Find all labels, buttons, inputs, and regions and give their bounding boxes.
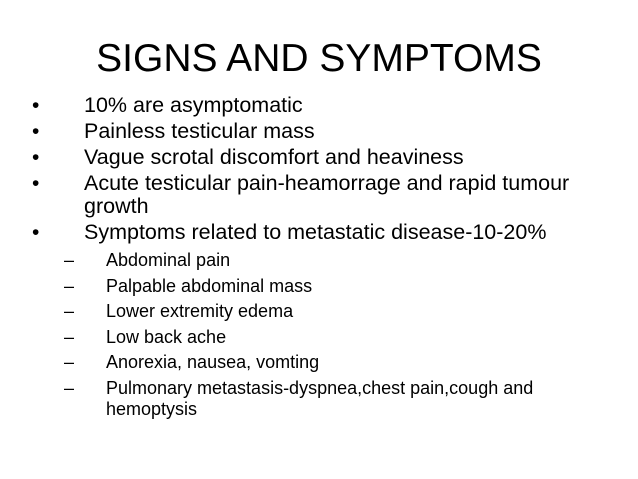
bullet-text: Acute testicular pain-heamorrage and rapid tumour growth <box>84 171 570 218</box>
bullet-dot-icon: • <box>32 172 40 195</box>
sub-bullet-text: Palpable abdominal mass <box>106 275 313 296</box>
bullet-text: Vague scrotal discomfort and heaviness <box>84 145 464 169</box>
sub-bullet-item <box>64 250 602 271</box>
sub-bullet-item <box>64 276 602 297</box>
sub-bullet-item <box>64 378 602 420</box>
slide-title: SIGNS AND SYMPTOMS <box>96 37 542 80</box>
bullet-text: Symptoms related to metastatic disease-10-20% <box>84 220 547 244</box>
sub-bullet-list <box>64 250 602 420</box>
sub-bullet-text: Pulmonary metastasis-dyspnea,chest pain,cough and hemoptysis <box>106 377 534 419</box>
bullet-list <box>32 94 602 424</box>
bullet-item <box>32 221 602 420</box>
dash-icon: – <box>64 250 75 270</box>
dash-icon: – <box>64 326 75 347</box>
sub-bullet-text: Lower extremity edema <box>106 301 294 321</box>
bullet-dot-icon: • <box>32 120 40 143</box>
dash-icon: – <box>64 377 75 398</box>
dash-icon: – <box>64 275 75 296</box>
bullet-item <box>32 120 602 143</box>
sub-bullet-text: Abdominal pain <box>106 250 231 270</box>
sub-bullet-text: Anorexia, nausea, vomting <box>106 352 320 372</box>
sub-bullet-item <box>64 301 602 322</box>
dash-icon: – <box>64 301 75 321</box>
bullet-text: Painless testicular mass <box>84 119 315 143</box>
dash-icon: – <box>64 352 75 372</box>
bullet-dot-icon: • <box>32 221 40 244</box>
sub-bullet-item <box>64 352 602 373</box>
sub-bullet-item <box>64 327 602 348</box>
bullet-item <box>32 94 602 117</box>
bullet-item <box>32 146 602 169</box>
sub-bullet-text: Low back ache <box>106 326 227 347</box>
bullet-dot-icon: • <box>32 146 40 169</box>
bullet-dot-icon: • <box>32 94 40 117</box>
bullet-text: 10% are asymptomatic <box>84 93 303 117</box>
bullet-item <box>32 172 602 218</box>
